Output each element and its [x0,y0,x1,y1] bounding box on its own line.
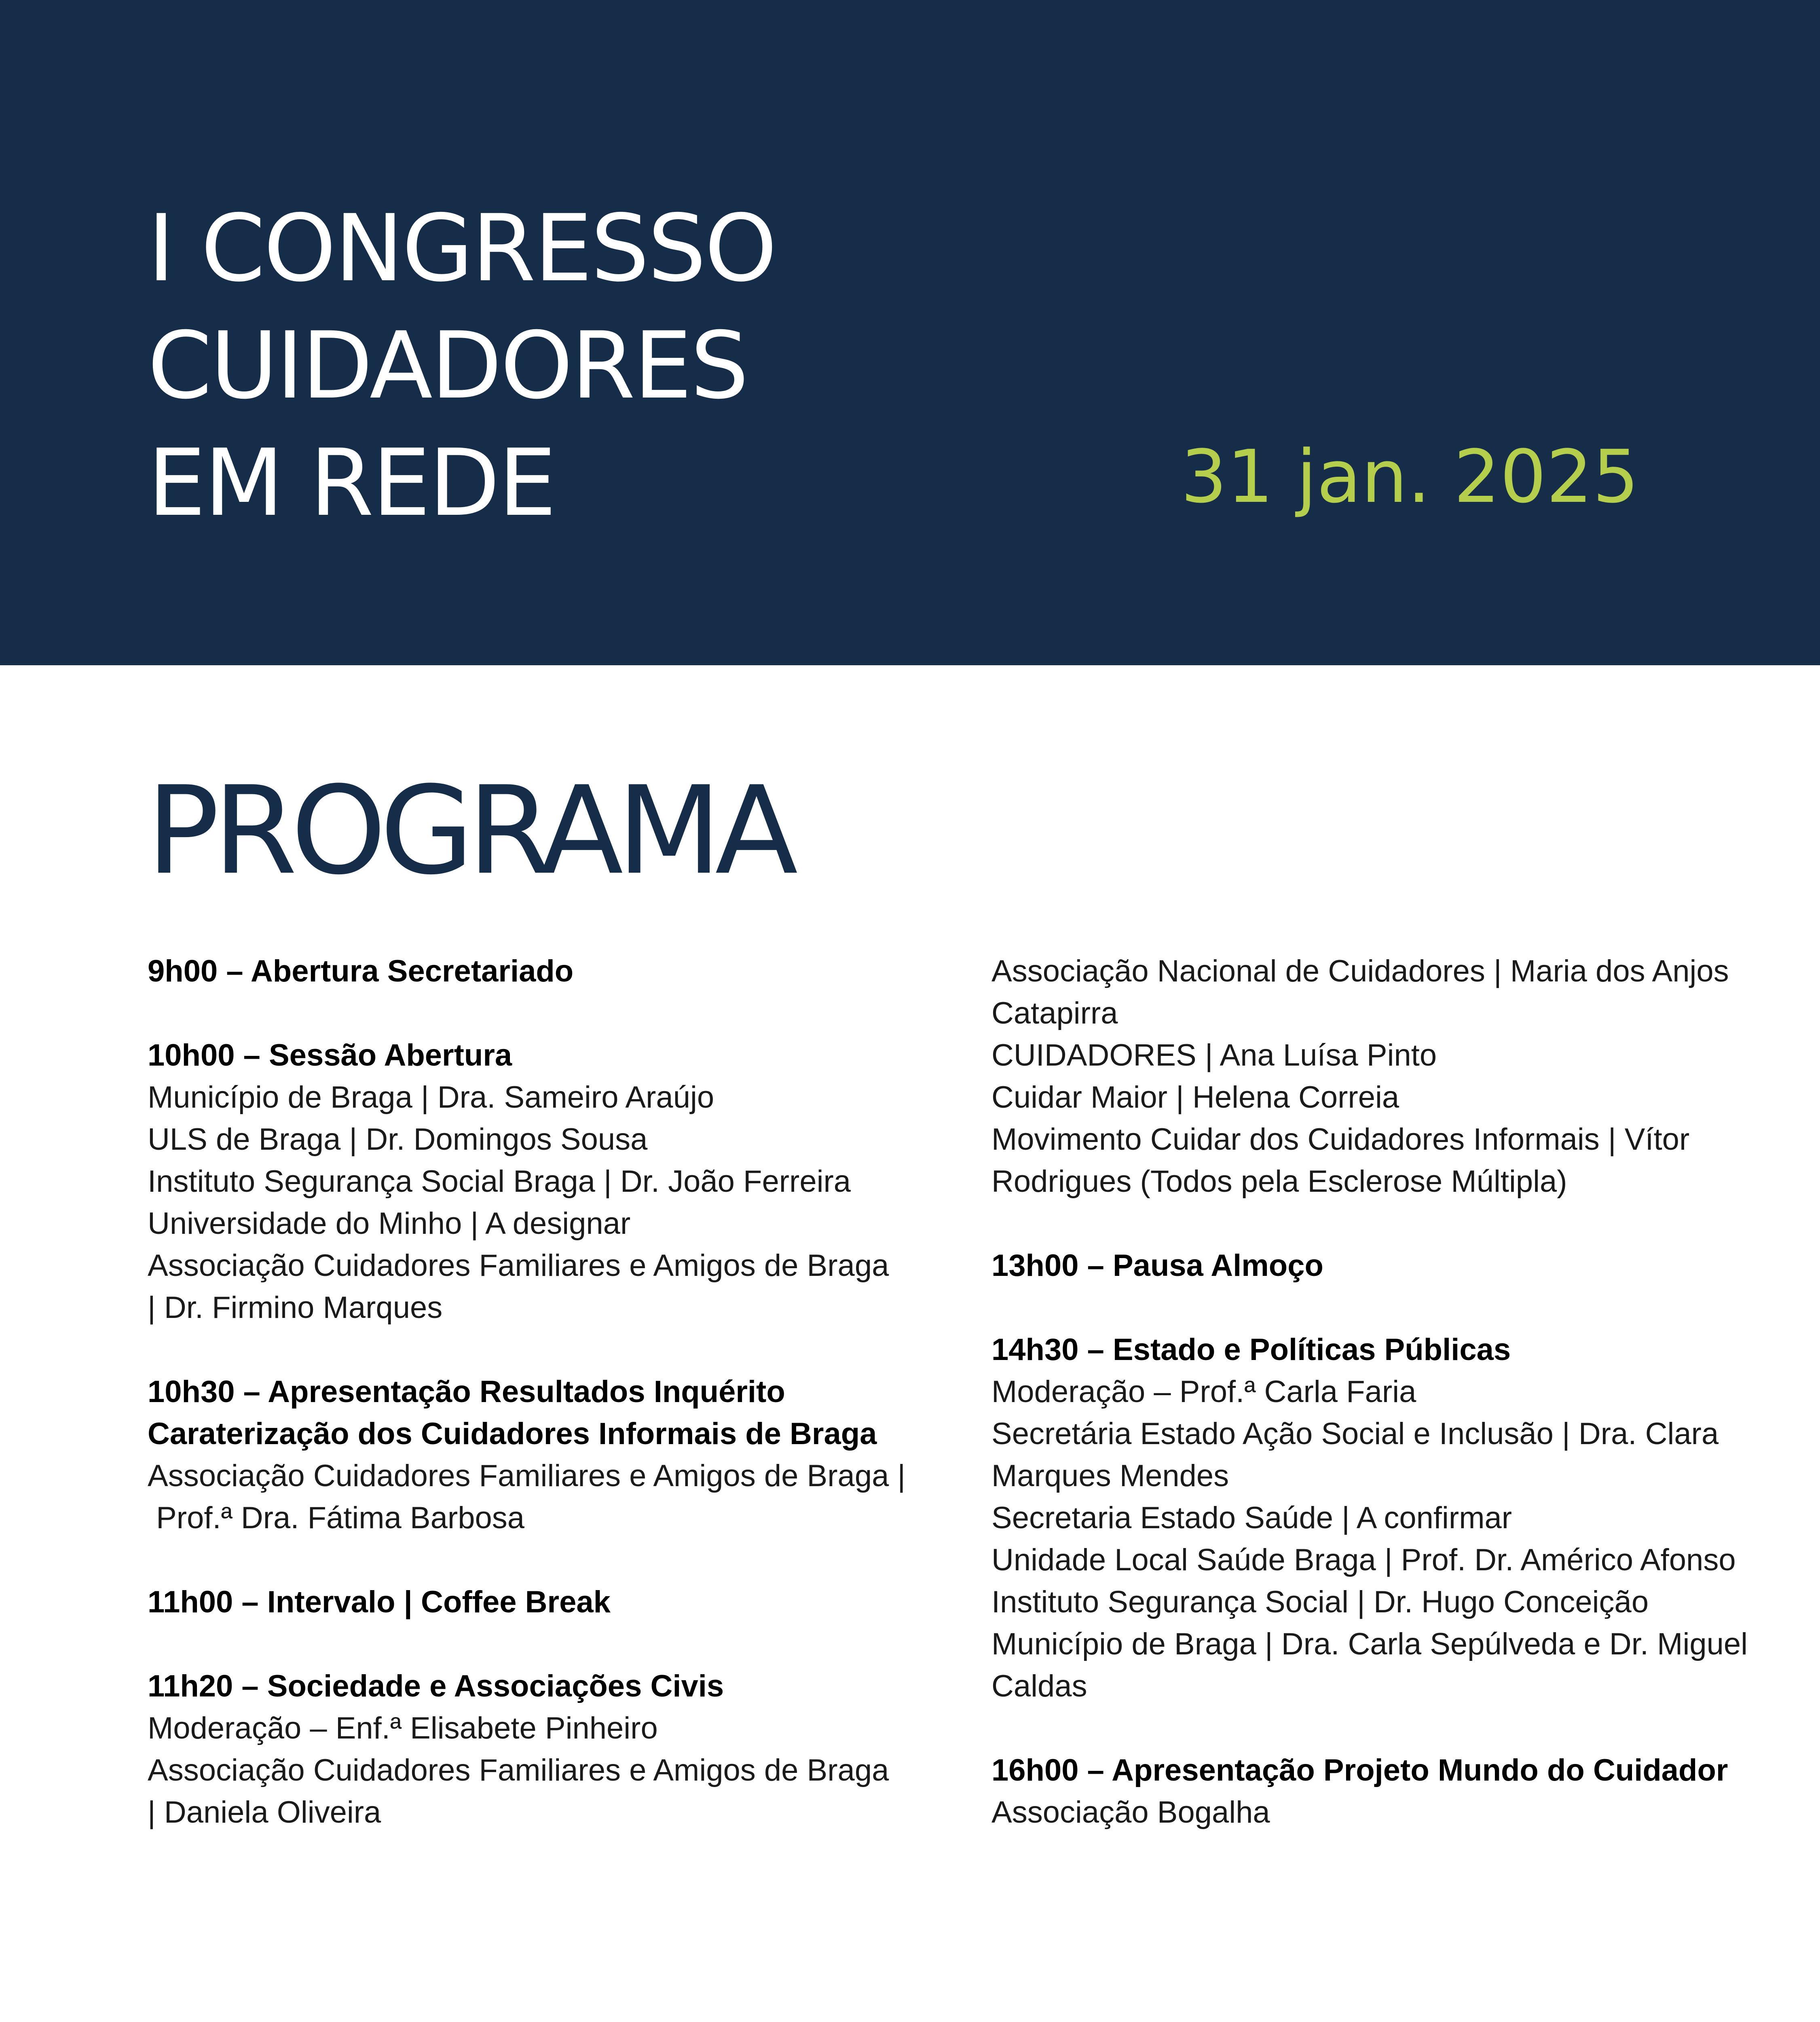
session-line: Prof.ª Dra. Fátima Barbosa [148,1501,525,1535]
session-line: Unidade Local Saúde Braga | Prof. Dr. Américo Afonso [991,1543,1736,1577]
session-line: Catapirra [991,996,1118,1030]
program-session [991,1749,1784,1834]
session-title: 11h20 – Sociedade e Associações Civis [148,1669,724,1703]
header-banner [0,0,1820,665]
session-line: Associação Bogalha [991,1795,1270,1830]
programa-heading: PROGRAMA [146,760,792,901]
session-title: 10h30 – Apresentação Resultados Inquérito [148,1375,785,1409]
session-line: Cuidar Maior | Helena Correia [991,1080,1399,1115]
logos-footer [150,2006,675,2022]
program-session [148,1665,940,1834]
session-line: Município de Braga | Dra. Sameiro Araújo [148,1080,714,1115]
event-date: 31 jan. 2025 [1181,435,1639,519]
session-line: Rodrigues (Todos pela Esclerose Múltipla) [991,1164,1567,1199]
program-left-column [148,950,940,1834]
session-line: Associação Cuidadores Familiares e Amigos de Braga | [148,1459,906,1493]
program-session [148,1034,940,1329]
session-line: Caldas [991,1669,1087,1703]
session-line: Secretaria Estado Saúde | A confirmar [991,1501,1512,1535]
session-title: Caraterização dos Cuidadores Informais de Braga [148,1417,877,1451]
program-session [991,1245,1784,1287]
session-line: Instituto Segurança Social | Dr. Hugo Conceição [991,1585,1649,1619]
session-line: ULS de Braga | Dr. Domingos Sousa [148,1122,648,1157]
congress-title-line-2: CUIDADORES [148,312,748,419]
session-line: Marques Mendes [991,1459,1229,1493]
session-line: | Daniela Oliveira [148,1795,381,1830]
session-line: Instituto Segurança Social Braga | Dr. João Ferreira [148,1164,851,1199]
session-title: 16h00 – Apresentação Projeto Mundo do Cuidador [991,1753,1728,1787]
session-line: Universidade do Minho | A designar [148,1206,631,1241]
session-line: Município de Braga | Dra. Carla Sepúlveda e Dr. Miguel [991,1627,1748,1661]
session-line: | Dr. Firmino Marques [148,1290,443,1325]
session-title: 14h30 – Estado e Políticas Públicas [991,1332,1511,1367]
program-session [991,950,1784,1203]
session-line: Moderação – Prof.ª Carla Faria [991,1375,1416,1409]
session-title: 10h00 – Sessão Abertura [148,1038,512,1072]
program-session [991,1329,1784,1707]
program-session [148,950,940,992]
program-session [148,1371,940,1539]
session-line: Associação Cuidadores Familiares e Amigos de Braga [148,1753,889,1787]
session-line: Associação Cuidadores Familiares e Amigos de Braga [148,1248,889,1283]
session-line: CUIDADORES | Ana Luísa Pinto [991,1038,1437,1072]
program-session [148,1581,940,1623]
session-title: 9h00 – Abertura Secretariado [148,954,574,988]
session-line: Movimento Cuidar dos Cuidadores Informais | Vítor [991,1122,1690,1157]
congress-title-line-1: I CONGRESSO [148,195,776,302]
session-line: Moderação – Enf.ª Elisabete Pinheiro [148,1711,658,1745]
congress-title-line-3: EM REDE [148,429,555,537]
session-line: Associação Nacional de Cuidadores | Maria dos Anjos [991,954,1729,988]
program-right-column [991,950,1784,1834]
session-line: Secretária Estado Ação Social e Inclusão | Dra. Clara [991,1417,1719,1451]
session-title: 11h00 – Intervalo | Coffee Break [148,1585,611,1619]
session-title: 13h00 – Pausa Almoço [991,1248,1323,1283]
braga-logo-icon [150,2014,255,2022]
